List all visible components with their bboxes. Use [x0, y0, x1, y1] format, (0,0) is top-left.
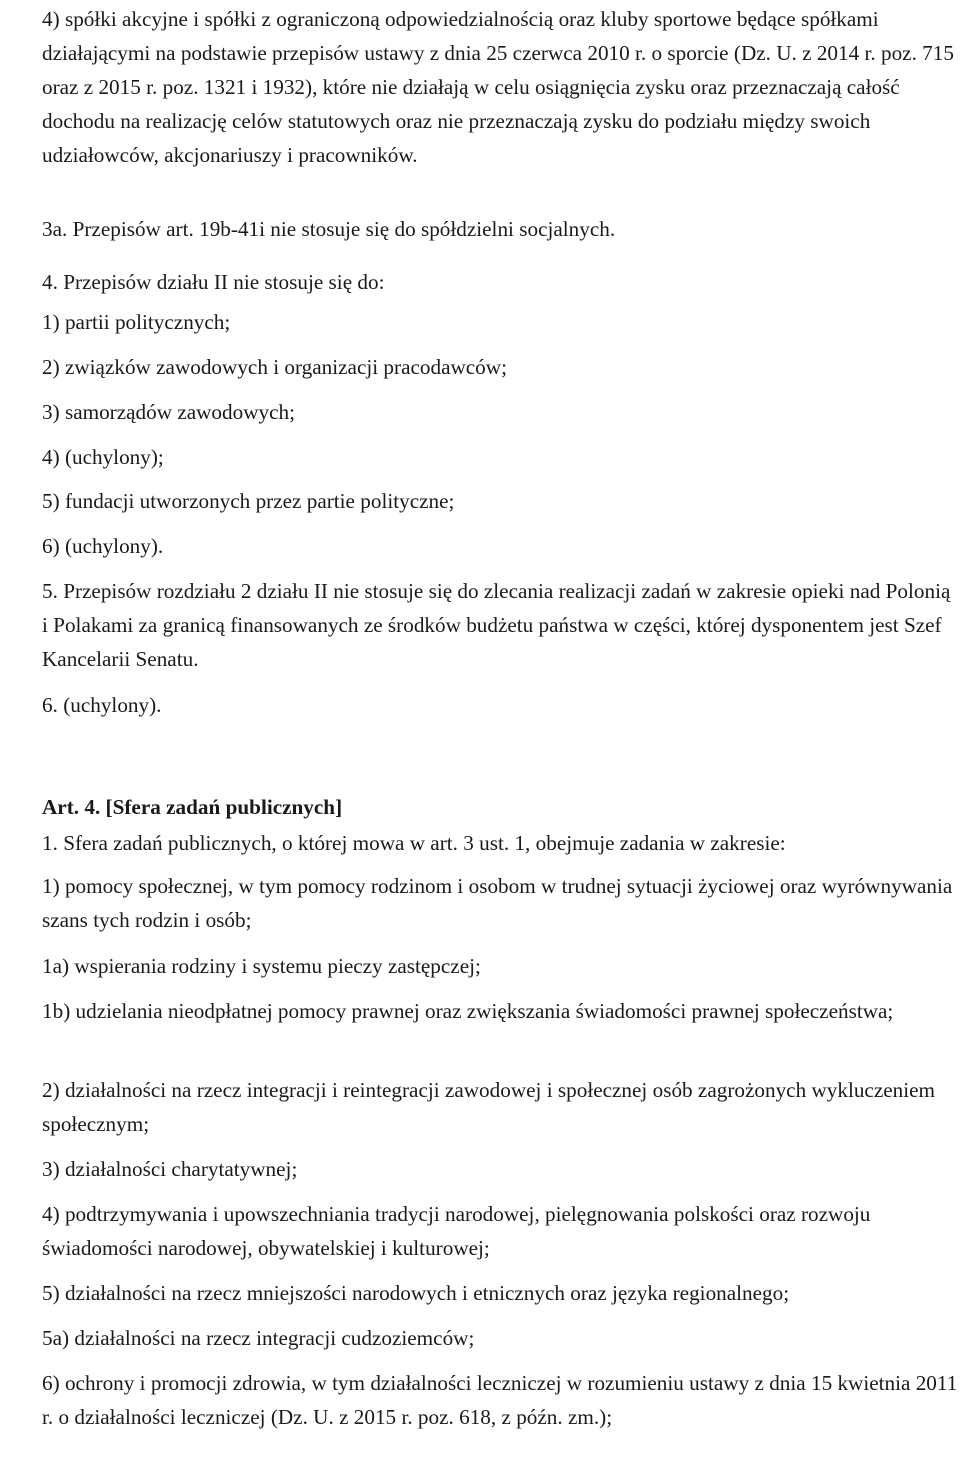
paragraph-4-item-6: 6) (uchylony). [42, 534, 164, 558]
paragraph-4-item-1: 1) partii politycznych; [42, 310, 231, 334]
paragraph-4-item-2: 2) związków zawodowych i organizacji pracodawców; [42, 355, 507, 379]
article-4-intro: 1. Sfera zadań publicznych, o której mowa w art. 3 ust. 1, obejmuje zadania w zakresie: [42, 831, 786, 855]
article-4-item-4: 4) podtrzymywania i upowszechniania tradycji narodowej, pielęgnowania polskości oraz rozwoju świadomości narodowej, obywatelskiej i kulturowej; [42, 1202, 871, 1260]
article-4-heading: Art. 4. [Sfera zadań publicznych] [42, 795, 343, 819]
article-4-item-5: 5) działalności na rzecz mniejszości narodowych i etnicznych oraz języka regionalnego; [42, 1281, 790, 1305]
paragraph-3a: 3a. Przepisów art. 19b-41i nie stosuje się do spółdzielni socjalnych. [42, 217, 616, 241]
article-4-item-1a: 1a) wspierania rodziny i systemu pieczy zastępczej; [42, 954, 481, 978]
article-4-item-5a: 5a) działalności na rzecz integracji cudzoziemców; [42, 1326, 475, 1350]
article-4-item-3: 3) działalności charytatywnej; [42, 1157, 298, 1181]
paragraph-6: 6. (uchylony). [42, 693, 162, 717]
paragraph-4-item-3: 3) samorządów zawodowych; [42, 400, 295, 424]
article-4-item-2: 2) działalności na rzecz integracji i reintegracji zawodowej i społecznej osób zagrożonych wykluczeniem społecznym; [42, 1078, 936, 1136]
paragraph-4-item-5: 5) fundacji utworzonych przez partie polityczne; [42, 489, 455, 513]
article-4-item-6: 6) ochrony i promocji zdrowia, w tym działalności leczniczej w rozumieniu ustawy z dnia 15 kwietnia 2011 r. o działalności leczniczej (Dz. U. z 2015 r. poz. 618, z późn. zm.); [42, 1371, 958, 1429]
article-4-item-1: 1) pomocy społecznej, w tym pomocy rodzinom i osobom w trudnej sytuacji życiowej oraz wyrównywania szans tych rodzin i osób; [42, 874, 953, 932]
paragraph-4-item-4: 4) (uchylony); [42, 445, 164, 469]
paragraph-4-intro: 4. Przepisów działu II nie stosuje się do: [42, 270, 385, 294]
paragraph-5: 5. Przepisów rozdziału 2 działu II nie stosuje się do zlecania realizacji zadań w zakresie opieki nad Polonią i Polakami za granicą finansowanych ze środków budżetu państwa w części, której dysponentem jest Szef Kancelarii Senatu. [42, 579, 951, 671]
article-4-item-1b: 1b) udzielania nieodpłatnej pomocy prawnej oraz zwiększania świadomości prawnej społeczeństwa; [42, 999, 894, 1023]
item-4-sport-companies: 4) spółki akcyjne i spółki z ograniczoną odpowiedzialnością oraz kluby sportowe będące spółkami działającymi na podstawie przepisów ustawy z dnia 25 czerwca 2010 r. o sporcie (Dz. U. z 2014 r. poz. 715 oraz z 2015 r. poz. 1321 i 1932), które nie działają w celu osiągnięcia zysku oraz przeznaczają całość dochodu na realizację celów statutowych oraz nie przeznaczają zysku do podziału między swoich udziałowców, akcjonariuszy i pracowników. [42, 7, 954, 167]
